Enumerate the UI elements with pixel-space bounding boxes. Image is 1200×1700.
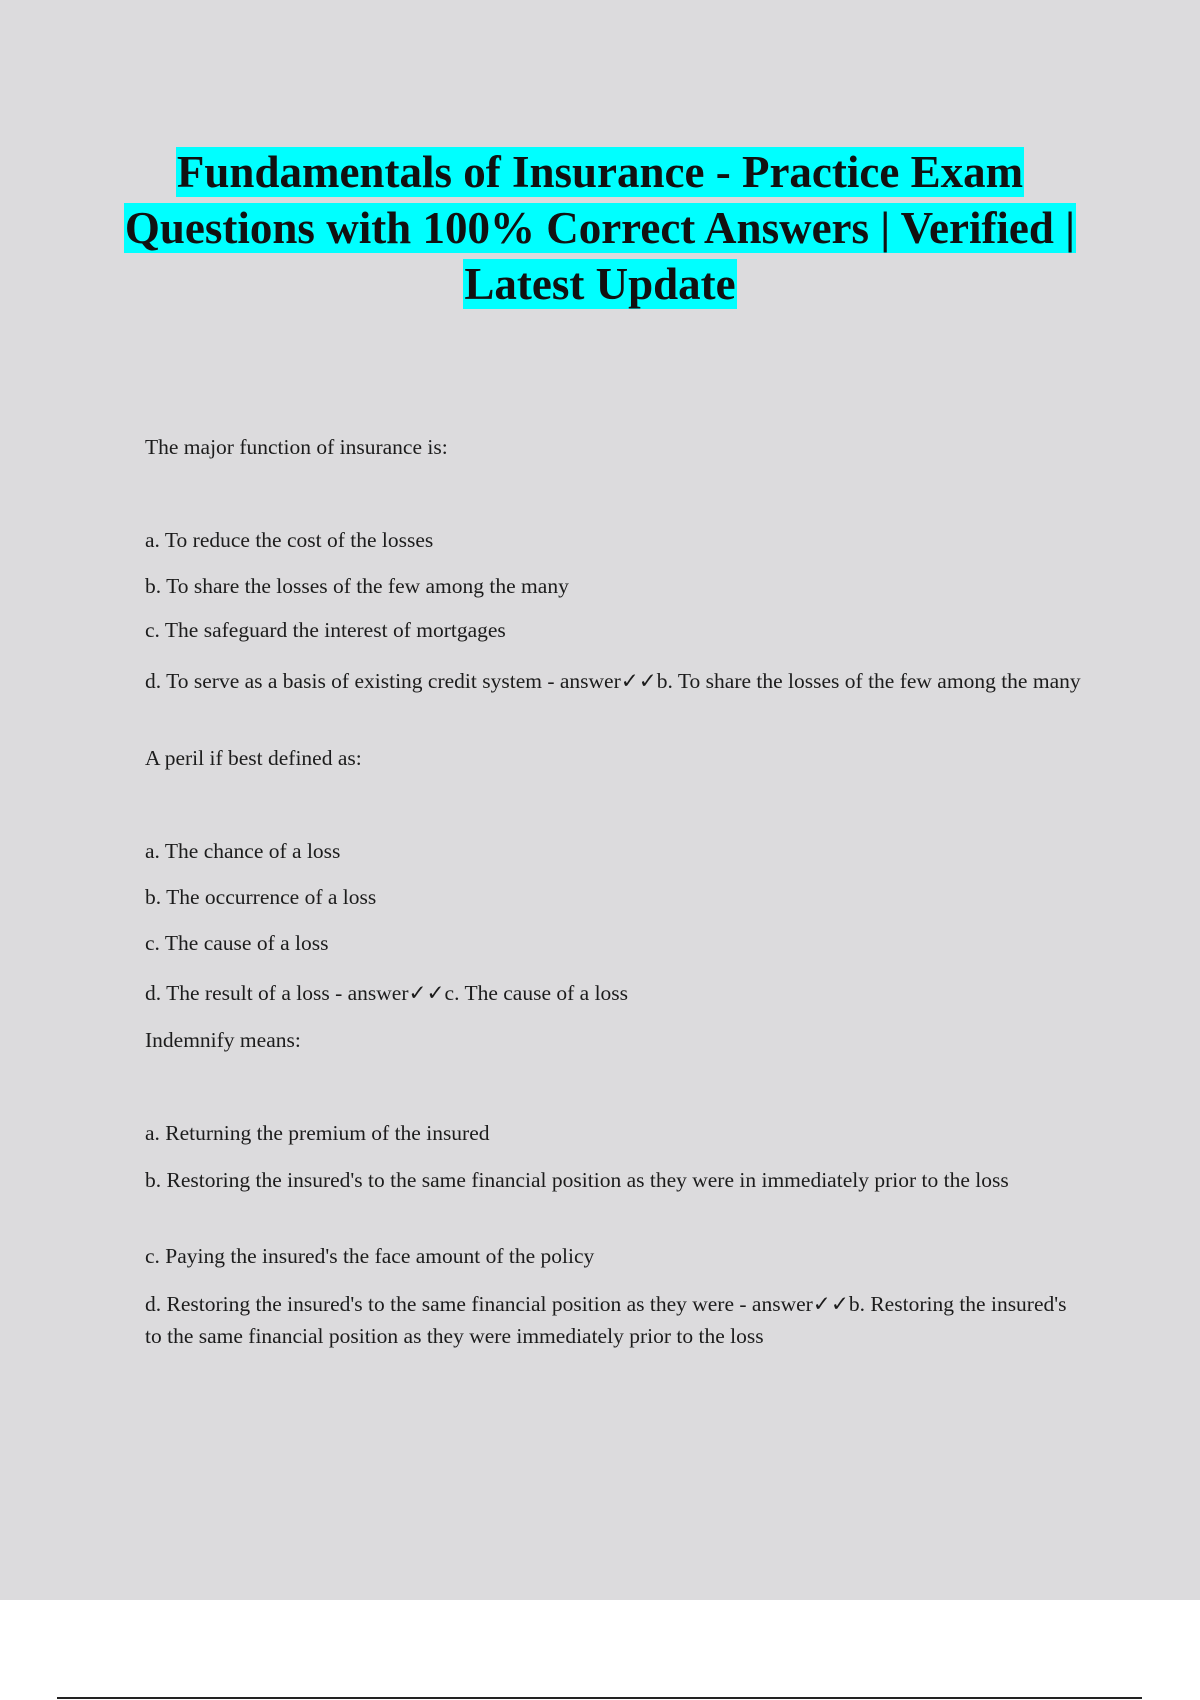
answer-option: b. To share the losses of the few among the many [145, 574, 569, 598]
answer-option: c. Paying the insured's the face amount of the policy [145, 1244, 595, 1268]
title-highlight: Fundamentals of Insurance - Practice Exam Questions with 100% Correct Answers | Verified | Latest Update [124, 147, 1076, 309]
answer-option: a. The chance of a loss [145, 839, 341, 863]
answer-option-with-key: d. To serve as a basis of existing credit system - answer✓✓b. To share the losses of the few among the many [145, 669, 1081, 693]
answer-option: c. The cause of a loss [145, 931, 329, 955]
answer-option: b. The occurrence of a loss [145, 885, 377, 909]
question-text: Indemnify means: [145, 1028, 301, 1052]
question-text: A peril if best defined as: [145, 746, 362, 770]
answer-option: c. The safeguard the interest of mortgages [145, 618, 506, 642]
answer-option: a. To reduce the cost of the losses [145, 528, 434, 552]
answer-option: a. Returning the premium of the insured [145, 1121, 490, 1145]
footer-divider [57, 1697, 1142, 1699]
answer-option: b. Restoring the insured's to the same financial position as they were in immediately prior to the loss [145, 1168, 1009, 1192]
answer-option-with-key: d. Restoring the insured's to the same financial position as they were - answer✓✓b. Restoring the insured's to the same financial position as they were immediately prior to the loss [145, 1292, 1067, 1348]
document-title [100, 144, 1100, 312]
answer-option-with-key: d. The result of a loss - answer✓✓c. The cause of a loss [145, 981, 629, 1005]
question-text: The major function of insurance is: [145, 435, 448, 459]
